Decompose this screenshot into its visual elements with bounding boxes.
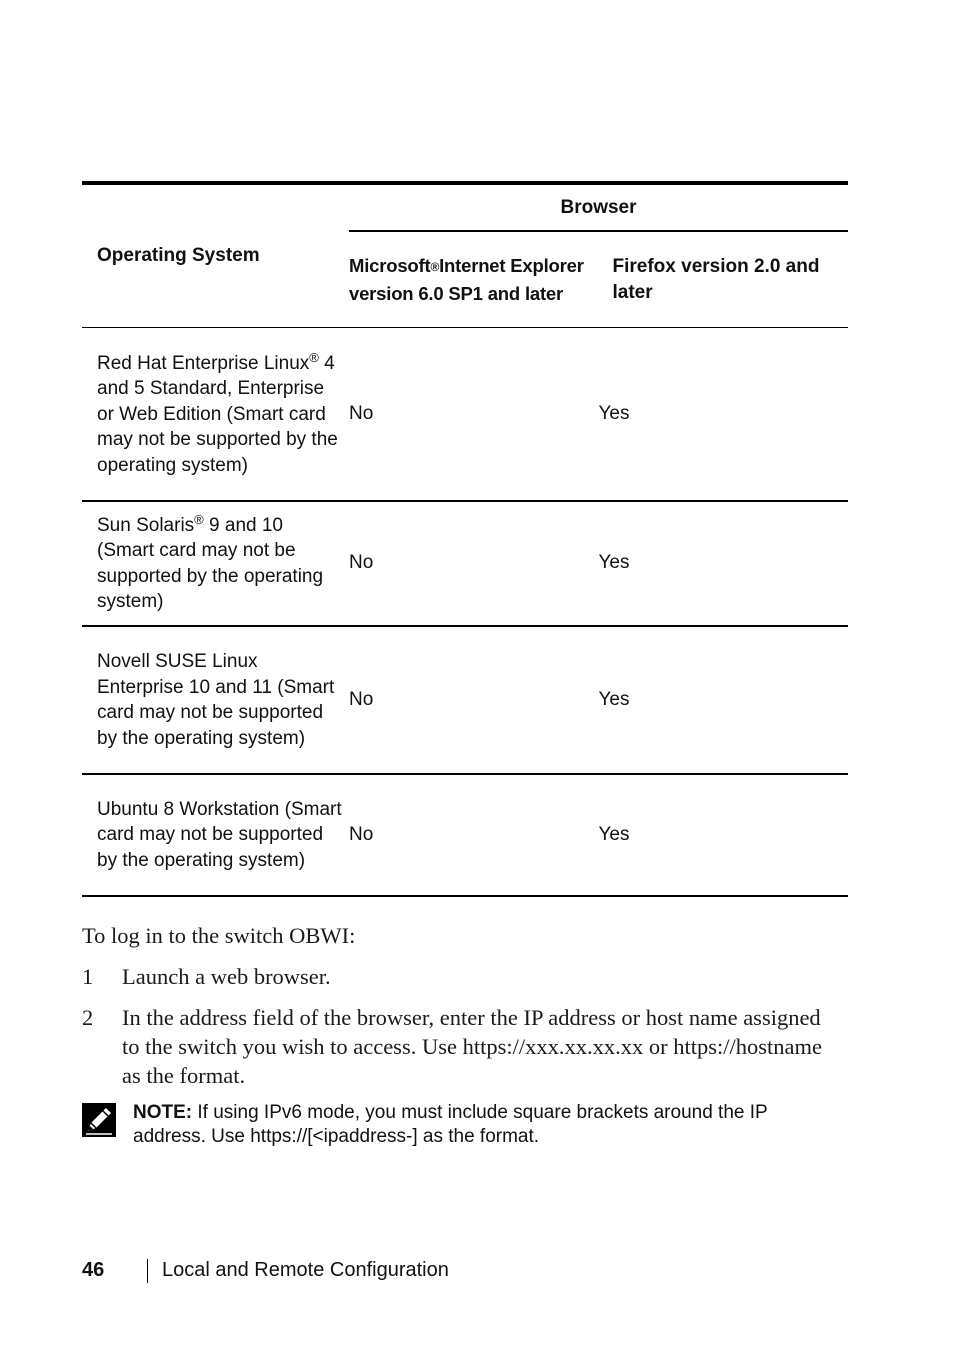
note-body: If using IPv6 mode, you must include square brackets around the IP address. Use https://[<ipaddress-] as the format. [133, 1102, 768, 1147]
step-text: Launch a web browser. [122, 964, 331, 989]
ie-support-cell: No [349, 328, 599, 501]
table-row [82, 328, 848, 501]
note [133, 1101, 843, 1149]
header-firefox: Firefox version 2.0 and later [599, 231, 849, 328]
step-number: 1 [82, 964, 94, 989]
browser-support-table [82, 181, 848, 897]
firefox-support-cell: Yes [599, 626, 849, 774]
header-browser: Browser [349, 183, 848, 231]
page-number: 46 [82, 1259, 105, 1281]
note-pencil-icon [82, 1103, 116, 1137]
ie-support-cell: No [349, 501, 599, 626]
table-row [82, 501, 848, 626]
firefox-support-cell: Yes [599, 774, 849, 896]
section-title: Local and Remote Configuration [162, 1259, 449, 1281]
footer-divider [147, 1259, 148, 1283]
ie-support-cell: No [349, 626, 599, 774]
procedure-intro: To log in to the switch OBWI: [82, 923, 356, 948]
ie-support-cell: No [349, 774, 599, 896]
firefox-support-cell: Yes [599, 328, 849, 501]
os-cell: Sun Solaris® 9 and 10 (Smart card may not be supported by the operating system) [82, 501, 349, 626]
table-row [82, 774, 848, 896]
step-number: 2 [82, 1005, 94, 1030]
os-cell: Novell SUSE Linux Enterprise 10 and 11 (Smart card may not be supported by the operating system) [82, 626, 349, 774]
note-label: NOTE: [133, 1102, 193, 1123]
header-internet-explorer: Microsoft®Internet Explorer version 6.0 SP1 and later [349, 231, 599, 328]
step-text: In the address field of the browser, enter the IP address or host name assigned to the switch you wish to access. Use https://xxx.xx.xx.xx or https://hostname as the format. [122, 1005, 822, 1088]
table-row [82, 626, 848, 774]
table-header-row [82, 183, 848, 231]
os-cell: Ubuntu 8 Workstation (Smart card may not be supported by the operating system) [82, 774, 349, 896]
header-operating-system: Operating System [82, 183, 349, 328]
firefox-support-cell: Yes [599, 501, 849, 626]
os-cell: Red Hat Enterprise Linux® 4 and 5 Standard, Enterprise or Web Edition (Smart card may not be supported by the operating system) [82, 328, 349, 501]
